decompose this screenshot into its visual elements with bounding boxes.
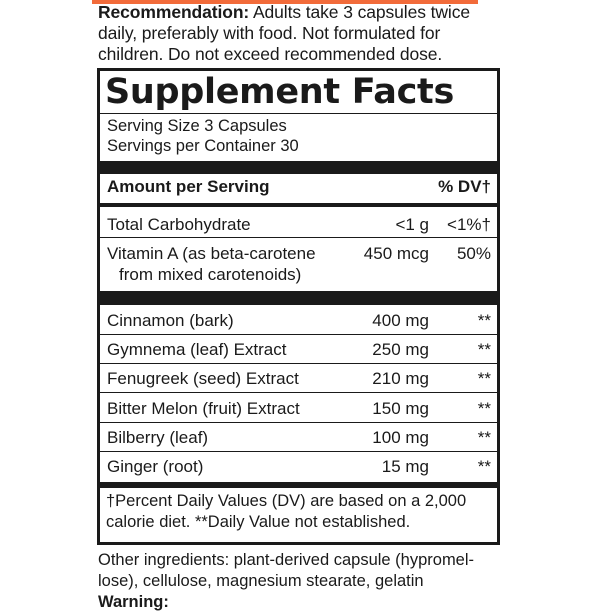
ingredient-dv: ** — [477, 340, 491, 359]
amount-per-serving-header: Amount per Serving — [107, 177, 270, 196]
recommendation-text — [98, 2, 508, 65]
amount-header-row — [107, 177, 491, 199]
row-divider — [100, 422, 497, 423]
supplement-facts-panel — [97, 68, 500, 545]
dv-header: % DV† — [438, 177, 491, 196]
dv-footnote: †Percent Daily Values (DV) are based on a 2,000 calorie diet. **Daily Value not established. — [106, 492, 467, 531]
nutrient-dv: <1%† — [447, 215, 491, 234]
ingredient-name: Fenugreek (seed) Extract — [107, 369, 299, 388]
other-ingredients: Other ingredients: plant-derived capsule (hypromel-lose), cellulose, magnesium stearate, gelatin — [98, 551, 475, 590]
row-divider — [100, 392, 497, 393]
ingredient-amount: 150 mg — [372, 399, 429, 418]
row-divider — [100, 237, 497, 238]
row-divider — [100, 451, 497, 452]
ingredient-dv: ** — [477, 369, 491, 388]
recommendation-label: Recommendation: — [98, 2, 250, 22]
nutrient-name: Vitamin A (as beta-carotene — [107, 244, 316, 263]
servings-per-container: Servings per Container 30 — [107, 137, 299, 155]
facts-title: Supplement Facts — [105, 72, 454, 112]
ingredient-amount: 400 mg — [372, 311, 429, 330]
row-divider — [100, 334, 497, 335]
row-divider — [100, 363, 497, 364]
thick-divider-middle — [100, 291, 497, 305]
nutrient-amount: <1 g — [395, 215, 429, 234]
ingredient-name: Cinnamon (bark) — [107, 311, 234, 330]
nutrient-amount: 450 mcg — [363, 244, 429, 263]
ingredient-dv: ** — [477, 399, 491, 418]
ingredient-dv: ** — [477, 311, 491, 330]
nutrient-name: Total Carbohydrate — [107, 215, 251, 234]
warning-label: Warning: — [98, 593, 169, 611]
ingredient-amount: 210 mg — [372, 369, 429, 388]
ingredient-dv: ** — [477, 457, 491, 476]
ingredient-amount: 250 mg — [372, 340, 429, 359]
thick-divider-top — [100, 161, 497, 174]
ingredient-amount: 15 mg — [381, 457, 429, 476]
title-divider — [100, 113, 497, 114]
nutrient-name-line2: from mixed carotenoids) — [119, 265, 302, 284]
ingredient-amount: 100 mg — [372, 428, 429, 447]
nutrient-dv: 50% — [456, 244, 491, 263]
ingredient-name: Bilberry (leaf) — [107, 428, 209, 447]
ingredient-name: Bitter Melon (fruit) Extract — [107, 399, 300, 418]
ingredient-name: Gymnema (leaf) Extract — [107, 340, 287, 359]
serving-size: Serving Size 3 Capsules — [107, 117, 287, 135]
thick-divider-bottom — [100, 482, 497, 488]
ingredient-dv: ** — [477, 428, 491, 447]
ingredient-name: Ginger (root) — [107, 457, 204, 476]
recommendation-body: Adults take 3 capsules twice daily, preferably with food. Not formulated for children. Do not exceed recommended dose. — [98, 2, 470, 64]
header-divider — [100, 203, 497, 207]
